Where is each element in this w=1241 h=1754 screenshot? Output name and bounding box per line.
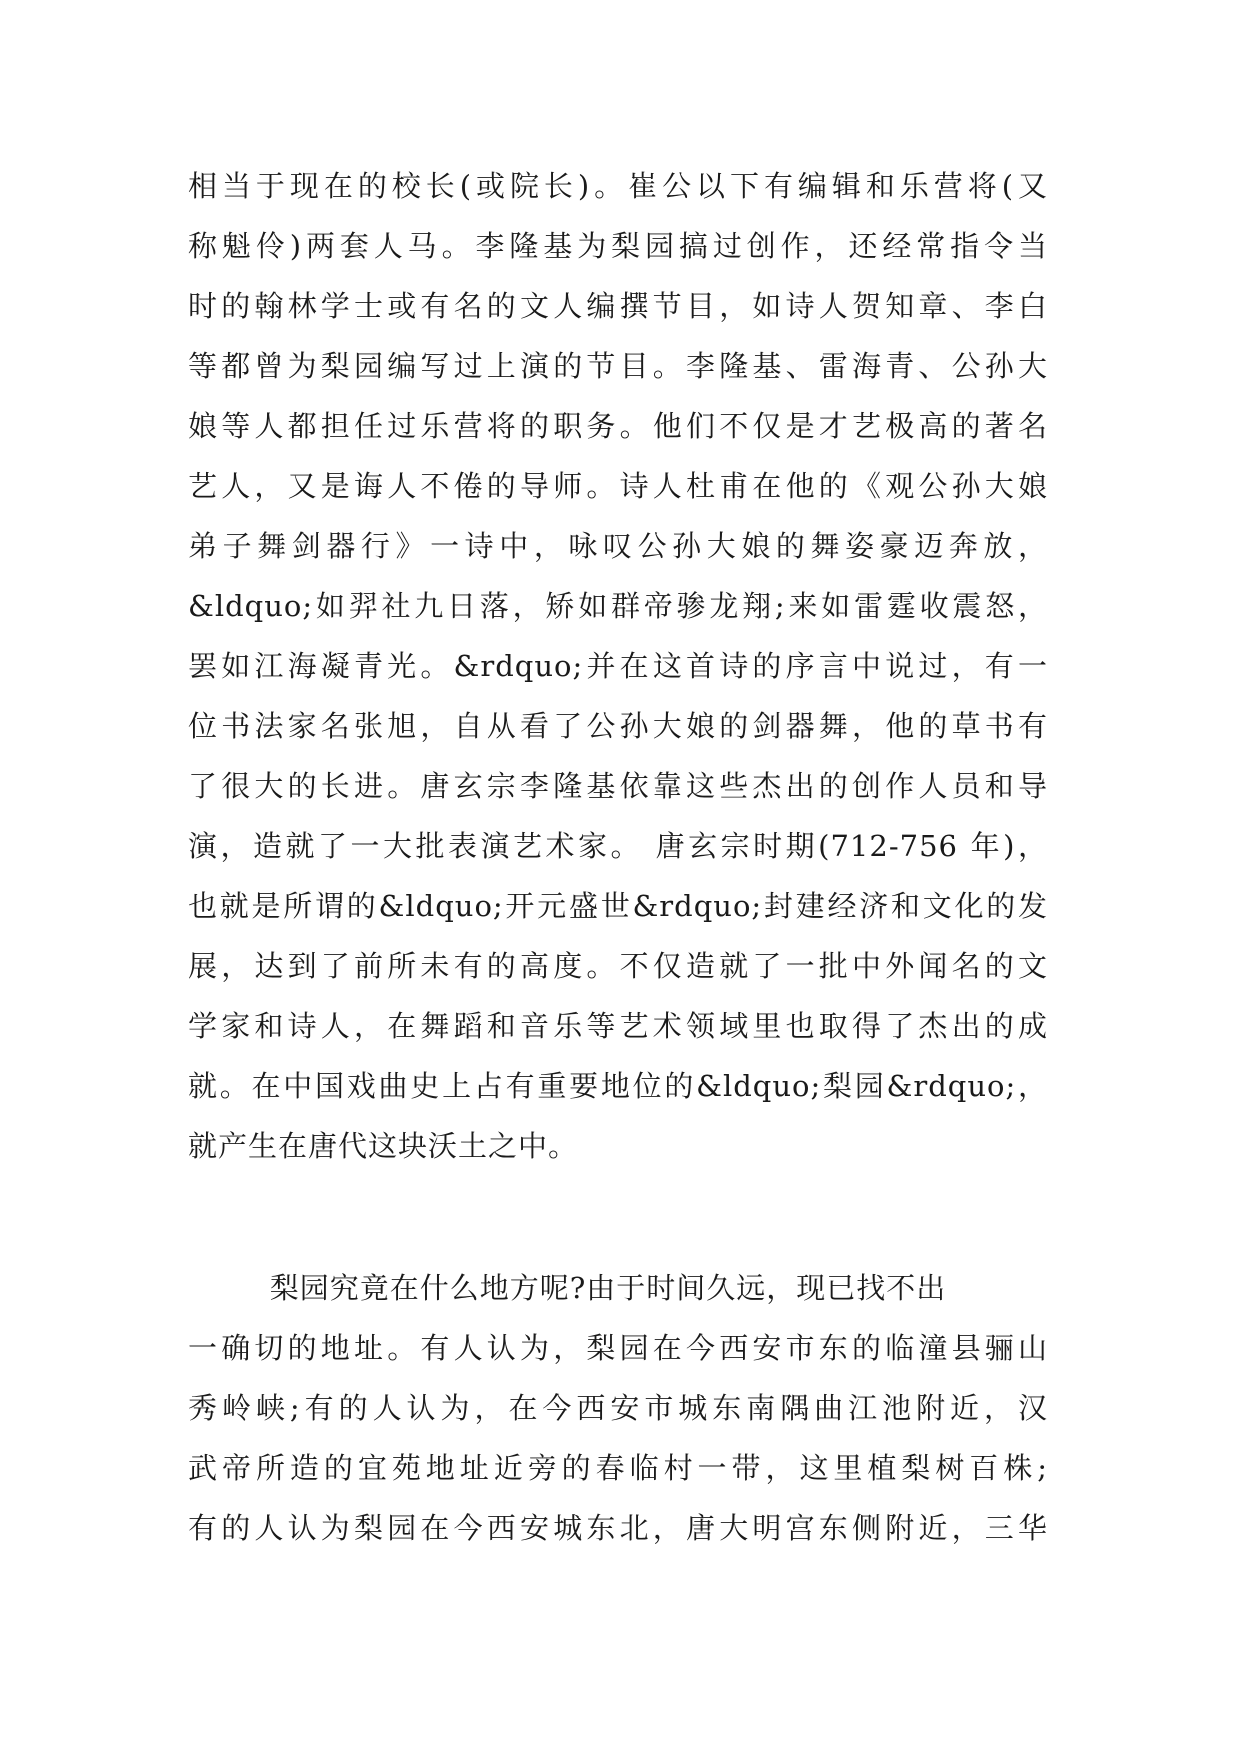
paragraph-line: 学家和诗人，在舞蹈和音乐等艺术领域里也取得了杰出的成 xyxy=(188,1009,1048,1043)
paragraph-line: 武帝所造的宜苑地址近旁的春临村一带，这里植梨树百株; xyxy=(188,1451,1048,1485)
paragraph-line: 演，造就了一大批表演艺术家。 唐玄宗时期(712-756 年)， xyxy=(188,829,1048,863)
paragraph-line: 有的人认为梨园在今西安城东北，唐大明宫东侧附近，三华 xyxy=(188,1511,1048,1545)
paragraph-line: 等都曾为梨园编写过上演的节目。李隆基、雷海青、公孙大 xyxy=(188,349,1048,383)
paragraph-line: 弟子舞剑器行》一诗中，咏叹公孙大娘的舞姿豪迈奔放， xyxy=(188,529,1048,563)
paragraph-line: 相当于现在的校长(或院长)。崔公以下有编辑和乐营将(又 xyxy=(188,169,1048,203)
paragraph-line: 罢如江海凝青光。&rdquo;并在这首诗的序言中说过，有一 xyxy=(188,649,1048,683)
paragraph-line: 娘等人都担任过乐营将的职务。他们不仅是才艺极高的著名 xyxy=(188,409,1048,443)
paragraph-line: 梨园究竟在什么地方呢?由于时间久远，现已找不出 xyxy=(188,1271,947,1305)
paragraph-line: 时的翰林学士或有名的文人编撰节目，如诗人贺知章、李白 xyxy=(188,289,1048,323)
paragraph-2 xyxy=(188,1258,1048,1558)
paragraph-line: 秀岭峡;有的人认为，在今西安市城东南隅曲江池附近，汉 xyxy=(188,1391,1048,1425)
paragraph-line: 展，达到了前所未有的高度。不仅造就了一批中外闻名的文 xyxy=(188,949,1048,983)
paragraph-line: 位书法家名张旭，自从看了公孙大娘的剑器舞，他的草书有 xyxy=(188,709,1048,743)
paragraph-line: &ldquo;如羿社九日落，矫如群帝骖龙翔;来如雷霆收震怒， xyxy=(188,589,1048,623)
paragraph-line: 一确切的地址。有人认为，梨园在今西安市东的临潼县骊山 xyxy=(188,1331,1048,1365)
paragraph-line: 称魁伶)两套人马。李隆基为梨园搞过创作，还经常指令当 xyxy=(188,229,1048,263)
paragraph-line: 艺人，又是诲人不倦的导师。诗人杜甫在他的《观公孙大娘 xyxy=(188,469,1048,503)
paragraph-line: 了很大的长进。唐玄宗李隆基依靠这些杰出的创作人员和导 xyxy=(188,769,1048,803)
paragraph-1 xyxy=(188,156,1048,1176)
paragraph-line: 就产生在唐代这块沃土之中。 xyxy=(188,1129,579,1163)
paragraph-line: 也就是所谓的&ldquo;开元盛世&rdquo;封建经济和文化的发 xyxy=(188,889,1048,923)
paragraph-line: 就。在中国戏曲史上占有重要地位的&ldquo;梨园&rdquo;， xyxy=(188,1069,1048,1103)
